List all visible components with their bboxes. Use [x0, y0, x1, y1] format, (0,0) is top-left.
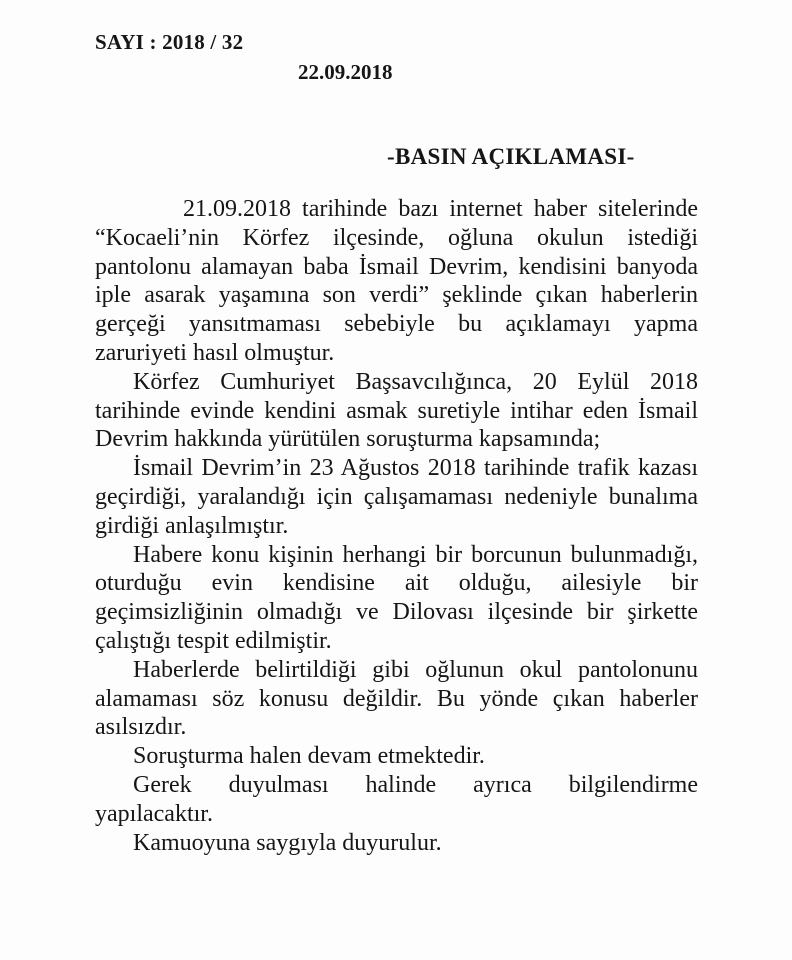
paragraph: 21.09.2018 tarihinde bazı internet haber sitelerinde “Kocaeli’nin Körfez ilçesinde, oğluna okulun istediği pantolonu alamayan baba İsmail Devrim, kendisini banyoda iple asarak yaşamına son verdi” şeklinde çıkan haberlerin gerçeği yansıtmaması sebebiyle bu açıklamayı yapma zaruriyeti hasıl olmuştur. [95, 196, 698, 366]
document-number: SAYI : 2018 / 32 [95, 30, 244, 54]
document-date: 22.09.2018 [298, 60, 393, 84]
paragraph: Habere konu kişinin herhangi bir borcunun bulunmadığı, oturduğu evin kendisine ait olduğu, ailesiyle bir geçimsizliğinin olmadığı ve Dilovası ilçesinde bir şirkette çalıştığı tespit edilmiştir. [95, 541, 698, 654]
paragraph: Haberlerde belirtildiği gibi oğlunun okul pantolonunu alamaması söz konusu değildir. Bu yönde çıkan haberler asılsızdır. [95, 656, 698, 741]
paragraph: Soruşturma halen devam etmektedir. [133, 743, 485, 770]
paragraph: Körfez Cumhuriyet Başsavcılığınca, 20 Eylül 2018 tarihinde evinde kendini asmak suretiyle intihar eden İsmail Devrim hakkında yürütülen soruşturma kapsamında; [95, 368, 698, 453]
paragraph: İsmail Devrim’in 23 Ağustos 2018 tarihinde trafik kazası geçirdiği, yaralandığı için çalışamaması nedeniyle bunalıma girdiği anlaşılmıştır. [95, 455, 698, 539]
document-title: -BASIN AÇIKLAMASI- [387, 144, 635, 169]
paragraph: Kamuoyuna saygıyla duyurulur. [133, 829, 442, 856]
document-body [95, 195, 698, 857]
paragraph: Gerek duyulması halinde ayrıca bilgilendirme yapılacaktır. [95, 771, 698, 827]
